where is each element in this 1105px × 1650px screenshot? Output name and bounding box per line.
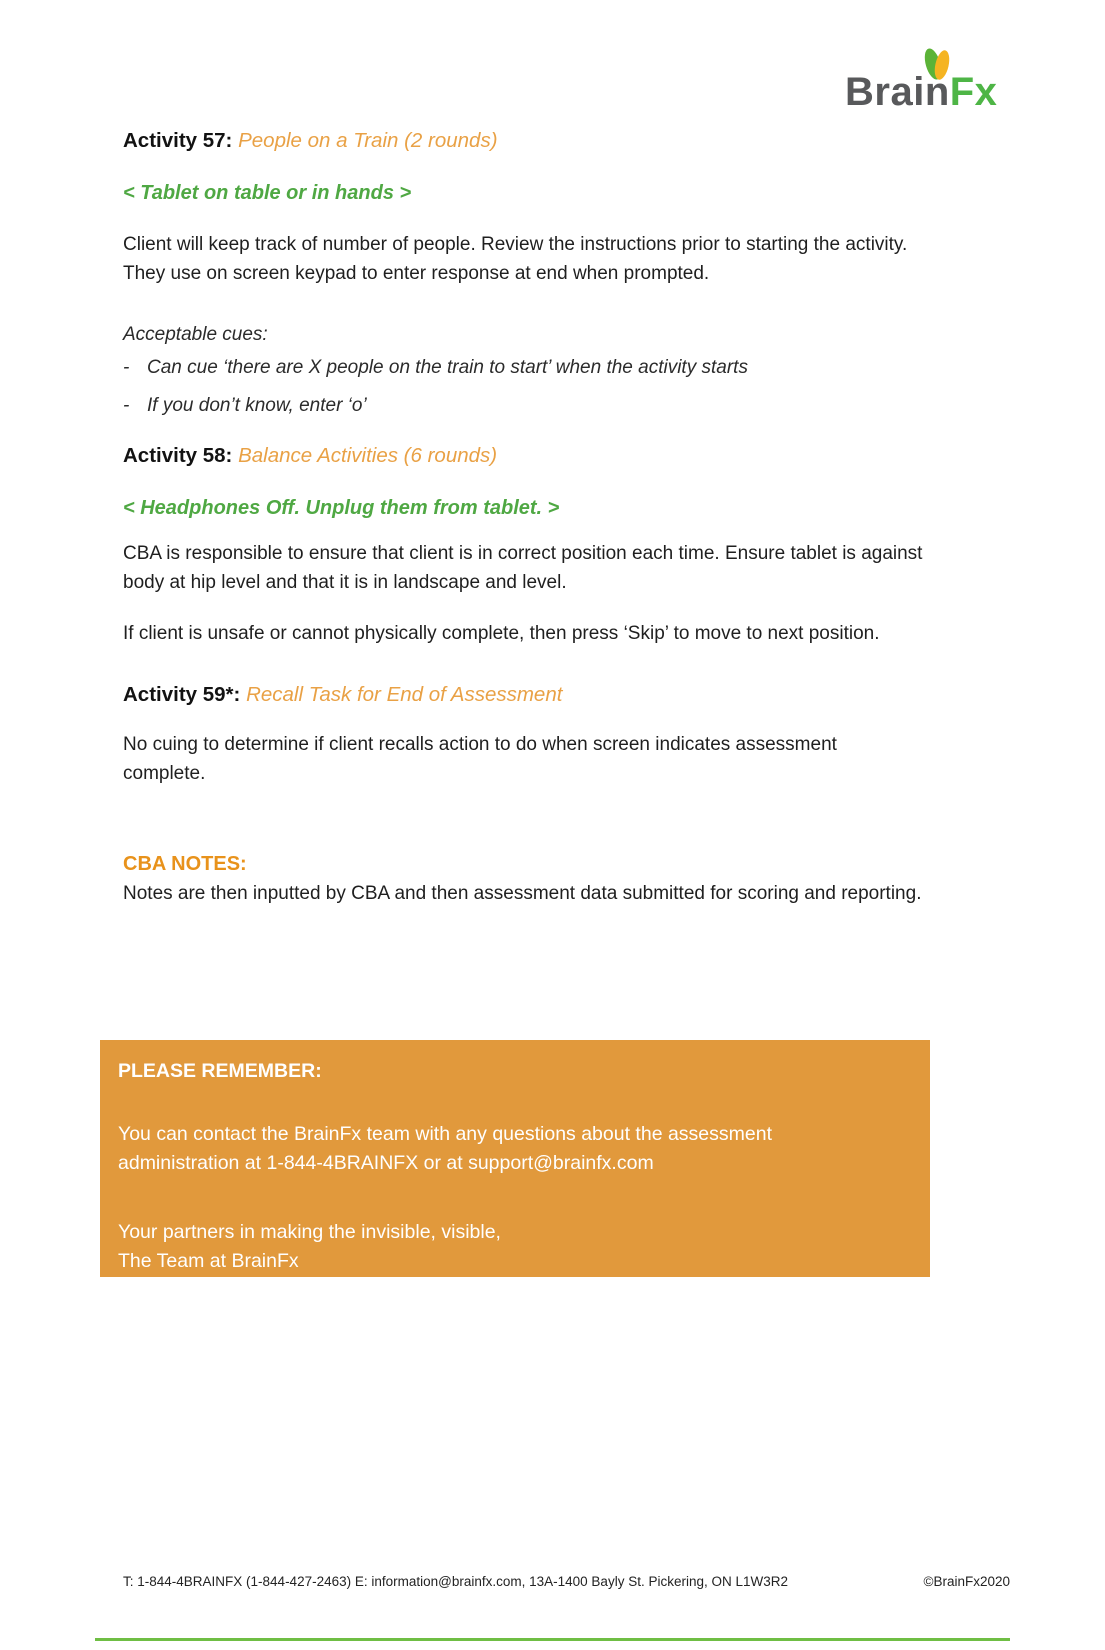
cba-notes-body: Notes are then inputted by CBA and then assessment data submitted for scoring and reporting. [123, 883, 922, 904]
bullet-dash: - [123, 395, 130, 416]
acceptable-cues-heading: Acceptable cues: [123, 324, 268, 345]
activity-57-body: Client will keep track of number of people. Review the instructions prior to starting the activity. They use on screen keypad to enter response at end when prompted. [123, 234, 908, 284]
activity-57-label: Activity 57: [123, 129, 233, 152]
activity-59-body: No cuing to determine if client recalls action to do when screen indicates assessment complete. [123, 734, 837, 784]
remember-contact-text: You can contact the BrainFx team with any questions about the assessment administration at 1-844-4BRAINFX or at support@brainfx.com [118, 1123, 772, 1174]
footer-contact-info: T: 1-844-4BRAINFX (1-844-427-2463) E: information@brainfx.com, 13A-1400 Bayly St. Pickering, ON L1W3R2 [123, 1574, 788, 1589]
main-content [123, 128, 935, 908]
remember-signoff [118, 1218, 875, 1276]
logo-suffix-text: Fx [949, 70, 998, 114]
cue-item [123, 349, 935, 387]
logo-wordmark [845, 70, 997, 115]
cue-item [123, 387, 935, 425]
activity-58-body-2: If client is unsafe or cannot physically complete, then press ‘Skip’ to move to next position. [123, 623, 880, 644]
activity-59-heading [123, 682, 935, 708]
activity-58-setup-note: < Headphones Off. Unplug them from tablet. > [123, 497, 560, 519]
cue-text: Can cue ‘there are X people on the train to start’ when the activity starts [147, 357, 748, 378]
signoff-line-2: The Team at BrainFx [118, 1250, 299, 1272]
page-footer [123, 1574, 1010, 1589]
logo-brand-text: Brain [845, 70, 950, 114]
activity-58-heading [123, 443, 935, 469]
footer-copyright: ©BrainFx2020 [923, 1574, 1010, 1589]
bullet-dash: - [123, 357, 130, 378]
activity-58-body-1: CBA is responsible to ensure that client is in correct position each time. Ensure tablet is against body at hip level and that it is in landscape and level. [123, 543, 923, 593]
activity-57-setup-note: < Tablet on table or in hands > [123, 182, 412, 204]
activity-57-heading [123, 128, 935, 154]
cue-text: If you don’t know, enter ‘o’ [147, 395, 367, 416]
brainfx-logo [845, 46, 1025, 118]
cba-notes-heading: CBA NOTES: [123, 853, 247, 875]
activity-59-title: Recall Task for End of Assessment [246, 683, 563, 706]
please-remember-heading: PLEASE REMEMBER: [118, 1060, 322, 1082]
activity-57-title: People on a Train (2 rounds) [238, 129, 498, 152]
activity-58-title: Balance Activities (6 rounds) [238, 444, 498, 467]
bottom-green-rule [95, 1638, 1010, 1641]
activity-58-label: Activity 58: [123, 444, 233, 467]
please-remember-box [100, 1040, 930, 1277]
signoff-line-1: Your partners in making the invisible, visible, [118, 1221, 501, 1243]
activity-59-label: Activity 59*: [123, 683, 241, 706]
